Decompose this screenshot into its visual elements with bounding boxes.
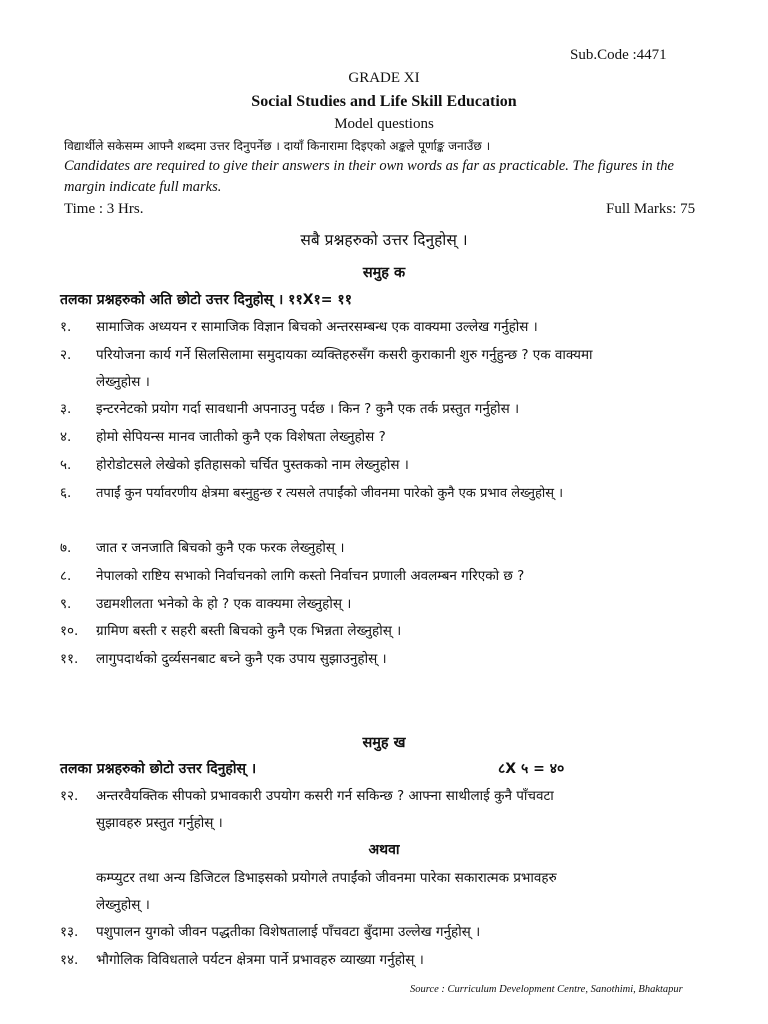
question-number: १३. [60, 924, 79, 940]
alternative-question-text: कम्प्युटर तथा अन्य डिजिटल डिभाइसको प्रयोगले तपाईंको जीवनमा पारेका सकारात्मक प्रभावहरु [96, 870, 557, 886]
question-text: जात र जनजाति बिचको कुनै एक फरक लेख्नुहोस् । [96, 540, 345, 556]
question-text: होमो सेपियन्स मानव जातीको कुनै एक विशेषता लेख्नुहोस ? [96, 429, 386, 445]
question-text: परियोजना कार्य गर्ने सिलसिलामा समुदायका व्यक्तिहरुसँग कसरी कुराकानी शुरु गर्नुहुन्छ ? एक वाक्यमा [96, 347, 593, 363]
or-label: अथवा [368, 842, 400, 858]
group-b-title: समुह ख [362, 735, 406, 751]
answer-all-instruction: सबै प्रश्नहरुको उत्तर दिनुहोस् । [300, 231, 468, 249]
question-text: होरोडोटसले लेखेको इतिहासको चर्चित पुस्तकको नाम लेख्नुहोस । [96, 457, 409, 473]
instruction-english-line2: margin indicate full marks. [64, 179, 222, 195]
source-footer: Source : Curriculum Development Centre, Sanothimi, Bhaktapur [410, 984, 683, 995]
question-text: भौगोलिक विविधताले पर्यटन क्षेत्रमा पार्ने प्रभावहरु व्याख्या गर्नुहोस् । [96, 952, 424, 968]
question-number: १२. [60, 788, 79, 804]
question-text-continued: सुझावहरु प्रस्तुत गर्नुहोस् । [96, 815, 223, 831]
question-number: ३. [60, 401, 72, 417]
grade-title: GRADE XI [348, 70, 420, 86]
instruction-nepali: विद्यार्थीले सकेसम्म आफ्नै शब्दमा उत्तर दिनुपर्नेछ । दायाँ किनारामा दिइएको अङ्कले पूर्णाङ्क जनाउँछ । [64, 139, 491, 153]
question-number: ११. [60, 651, 79, 667]
instruction-english-line1: Candidates are required to give their answers in their own words as far as practicable. The figures in the [64, 158, 674, 174]
question-number: ४. [60, 429, 72, 445]
question-number: १४. [60, 952, 79, 968]
question-text: पशुपालन युगको जीवन पद्धतीका विशेषतालाई पाँचवटा बुँदामा उल्लेख गर्नुहोस् । [96, 924, 481, 940]
question-text: इन्टरनेटको प्रयोग गर्दा सावधानी अपनाउनु पर्दछ । किन ? कुनै एक तर्क प्रस्तुत गर्नुहोस । [96, 401, 520, 417]
group-a-instruction: तलका प्रश्नहरुको अति छोटो उत्तर दिनुहोस् । ११X१= ११ [60, 292, 352, 308]
question-text: तपाईं कुन पर्यावरणीय क्षेत्रमा बस्नुहुन्छ र त्यसले तपाईंको जीवनमा पारेको कुनै एक प्रभाव लेख्नुहोस् । [96, 486, 564, 501]
full-marks: Full Marks: 75 [606, 201, 696, 217]
question-text: अन्तरवैयक्तिक सीपको प्रभावकारी उपयोग कसरी गर्न सकिन्छ ? आफ्ना साथीलाई कुनै पाँचवटा [96, 788, 554, 804]
question-text: सामाजिक अध्ययन र सामाजिक विज्ञान बिचको अन्तरसम्बन्ध एक वाक्यमा उल्लेख गर्नुहोस । [96, 319, 538, 335]
question-text: नेपालको राष्टिय सभाको निर्वाचनको लागि कस्तो निर्वाचन प्रणाली अवलम्बन गरिएको छ ? [96, 568, 525, 584]
model-questions-label: Model questions [334, 116, 434, 132]
question-number: ९. [60, 596, 72, 612]
question-text: ग्रामिण बस्ती र सहरी बस्ती बिचको कुनै एक भिन्नता लेख्नुहोस् । [96, 623, 402, 639]
group-b-instruction: तलका प्रश्नहरुको छोटो उत्तर दिनुहोस् । [60, 761, 257, 777]
subject-title: Social Studies and Life Skill Education [251, 93, 517, 110]
question-number: २. [60, 347, 72, 363]
question-text: उद्यमशीलता भनेको के हो ? एक वाक्यमा लेख्नुहोस् । [96, 596, 352, 612]
time-allowed: Time : 3 Hrs. [64, 201, 144, 217]
question-number: ६. [60, 485, 72, 501]
question-number: ५. [60, 457, 72, 473]
question-number: १. [60, 319, 72, 335]
group-b-marks: ८X ५ = ४० [498, 761, 565, 777]
question-text: लागुपदार्थको दुर्व्यसनबाट बच्ने कुनै एक उपाय सुझाउनुहोस् । [96, 651, 387, 667]
question-text-continued: लेख्नुहोस । [96, 374, 150, 390]
alternative-question-text-continued: लेख्नुहोस् । [96, 897, 150, 913]
question-number: १०. [60, 623, 79, 639]
sub-code: Sub.Code :4471 [570, 47, 667, 63]
question-number: ८. [60, 568, 72, 584]
question-number: ७. [60, 540, 72, 556]
group-a-title: समुह क [362, 265, 406, 281]
